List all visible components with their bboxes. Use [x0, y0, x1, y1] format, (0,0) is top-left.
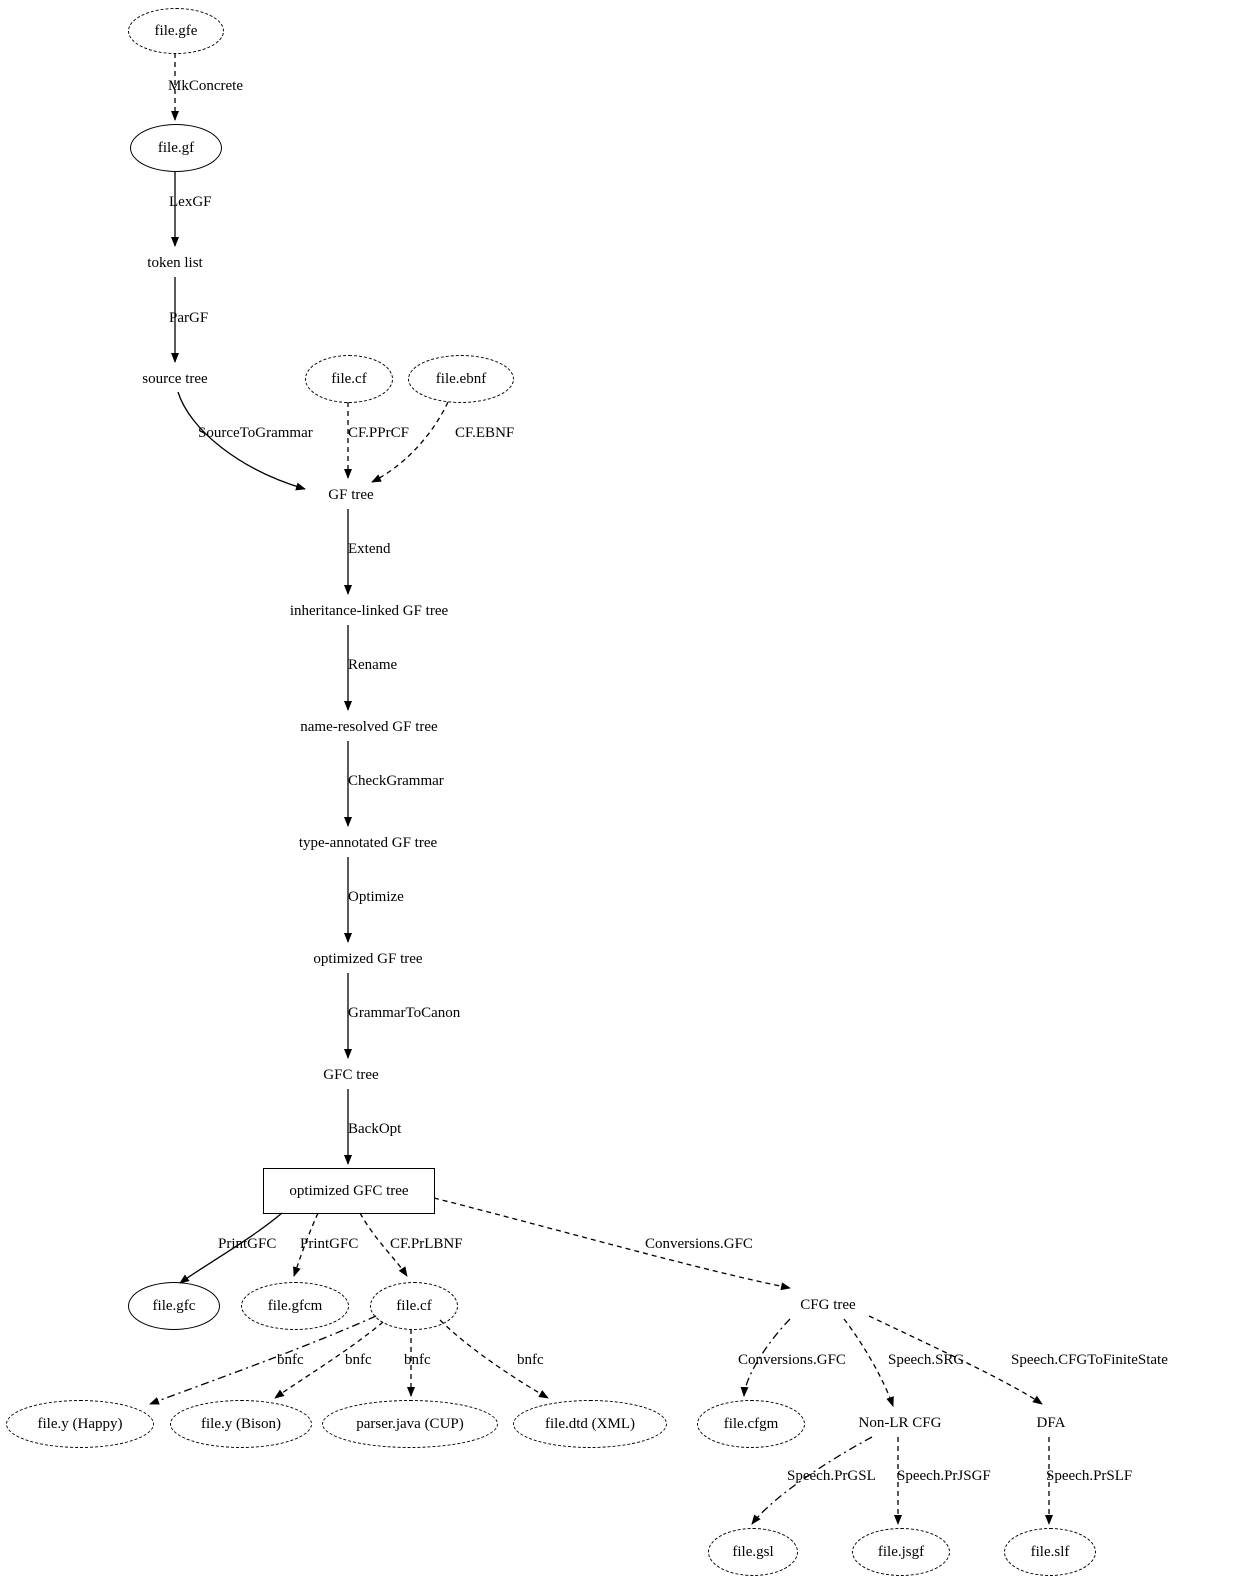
edge-label-cf-prlbnf: CF.PrLBNF: [390, 1236, 463, 1252]
node-parser-java-cup[interactable]: [322, 1400, 498, 1448]
node-label: source tree: [142, 370, 208, 387]
node-label: file.dtd (XML): [545, 1415, 635, 1432]
node-source-tree: [118, 368, 232, 390]
node-file-gfcm[interactable]: [241, 1282, 349, 1330]
node-label: file.cf: [396, 1297, 432, 1314]
node-non-lr-cfg: [838, 1412, 962, 1434]
node-type-annotated-gf-tree: [254, 832, 482, 854]
edge-label-sourcetogrammar: SourceToGrammar: [198, 425, 313, 441]
node-optimized-gfc-tree[interactable]: [263, 1168, 435, 1214]
node-label: token list: [147, 254, 203, 271]
node-file-gfc[interactable]: [128, 1282, 220, 1330]
node-label: file.cf: [331, 370, 367, 387]
node-file-cf[interactable]: [370, 1282, 458, 1330]
node-file-gf[interactable]: [130, 124, 222, 172]
node-label: file.gfcm: [267, 1297, 323, 1314]
node-file-jsgf[interactable]: [852, 1528, 950, 1576]
edge-label-bnfc-1: bnfc: [277, 1352, 304, 1368]
node-file-cfgm[interactable]: [697, 1400, 805, 1448]
edge-label-extend: Extend: [348, 541, 391, 557]
edge-label-cf-pprcf: CF.PPrCF: [348, 425, 409, 441]
node-file-cf-top[interactable]: [305, 355, 393, 403]
edge-label-pargf: ParGF: [169, 310, 209, 326]
node-label: GFC tree: [323, 1066, 379, 1083]
edge-label-bnfc-2: bnfc: [345, 1352, 372, 1368]
edge-label-optimize: Optimize: [348, 889, 404, 905]
node-label: file.gf: [157, 139, 195, 156]
edge-label-speech-srg: Speech.SRG: [888, 1352, 965, 1368]
edge-label-printgfc-2: PrintGFC: [300, 1236, 359, 1252]
edge-label-mkconcrete: MkConcrete: [168, 78, 243, 94]
node-cfg-tree: [782, 1294, 874, 1316]
edge-label-cf-ebnf: CF.EBNF: [455, 425, 515, 441]
node-label: optimized GFC tree: [289, 1182, 409, 1199]
edge-label-speech-cfgtofinitestate: Speech.CFGToFiniteState: [1011, 1352, 1168, 1368]
node-gfc-tree: [307, 1064, 395, 1086]
node-label: parser.java (CUP): [356, 1415, 464, 1432]
node-gf-tree: [313, 484, 389, 506]
edge-label-speech-prjsgf: Speech.PrJSGF: [897, 1468, 991, 1484]
edge-label-speech-prslf: Speech.PrSLF: [1046, 1468, 1133, 1484]
node-label: optimized GF tree: [313, 950, 423, 967]
node-label: file.cfgm: [723, 1415, 779, 1432]
node-file-ebnf[interactable]: [408, 355, 514, 403]
node-name-resolved-gf-tree: [258, 716, 480, 738]
node-label: name-resolved GF tree: [300, 718, 438, 735]
edge-label-lexgf: LexGF: [169, 194, 212, 210]
node-label: file.jsgf: [877, 1543, 925, 1560]
edge-label-conversions-gfc-1: Conversions.GFC: [645, 1236, 753, 1252]
node-label: file.ebnf: [435, 370, 487, 387]
edge-label-printgfc-1: PrintGFC: [218, 1236, 277, 1252]
node-label: Non-LR CFG: [858, 1414, 942, 1431]
node-label: file.gfe: [154, 22, 198, 39]
node-file-dtd-xml[interactable]: [513, 1400, 667, 1448]
node-label: CFG tree: [800, 1296, 856, 1313]
node-label: file.y (Happy): [37, 1415, 123, 1432]
node-file-y-happy[interactable]: [6, 1400, 154, 1448]
node-label: DFA: [1036, 1414, 1066, 1431]
node-label: file.y (Bison): [201, 1415, 281, 1432]
node-label: GF tree: [328, 486, 374, 503]
edge-label-checkgrammar: CheckGrammar: [348, 773, 444, 789]
edge-label-backopt: BackOpt: [348, 1121, 402, 1137]
edge-label-bnfc-4: bnfc: [517, 1352, 544, 1368]
node-token-list: [125, 252, 225, 274]
node-dfa: [1028, 1412, 1074, 1434]
node-file-slf[interactable]: [1004, 1528, 1096, 1576]
node-file-y-bison[interactable]: [170, 1400, 312, 1448]
node-label: type-annotated GF tree: [298, 834, 438, 851]
node-label: file.slf: [1030, 1543, 1070, 1560]
node-optimized-gf-tree: [275, 948, 461, 970]
node-file-gsl[interactable]: [708, 1528, 798, 1576]
node-file-gfe[interactable]: [128, 8, 224, 54]
edge-label-rename: Rename: [348, 657, 398, 673]
node-label: inheritance-linked GF tree: [289, 602, 449, 619]
edge-label-speech-prgsl: Speech.PrGSL: [787, 1468, 876, 1484]
node-label: file.gsl: [732, 1543, 774, 1560]
edge-label-bnfc-3: bnfc: [404, 1352, 431, 1368]
node-label: file.gfc: [152, 1297, 196, 1314]
edge-label-conversions-gfc-2: Conversions.GFC: [738, 1352, 846, 1368]
node-inheritance-linked-gf-tree: [246, 600, 492, 622]
edge-label-grammartocanon: GrammarToCanon: [348, 1005, 461, 1021]
